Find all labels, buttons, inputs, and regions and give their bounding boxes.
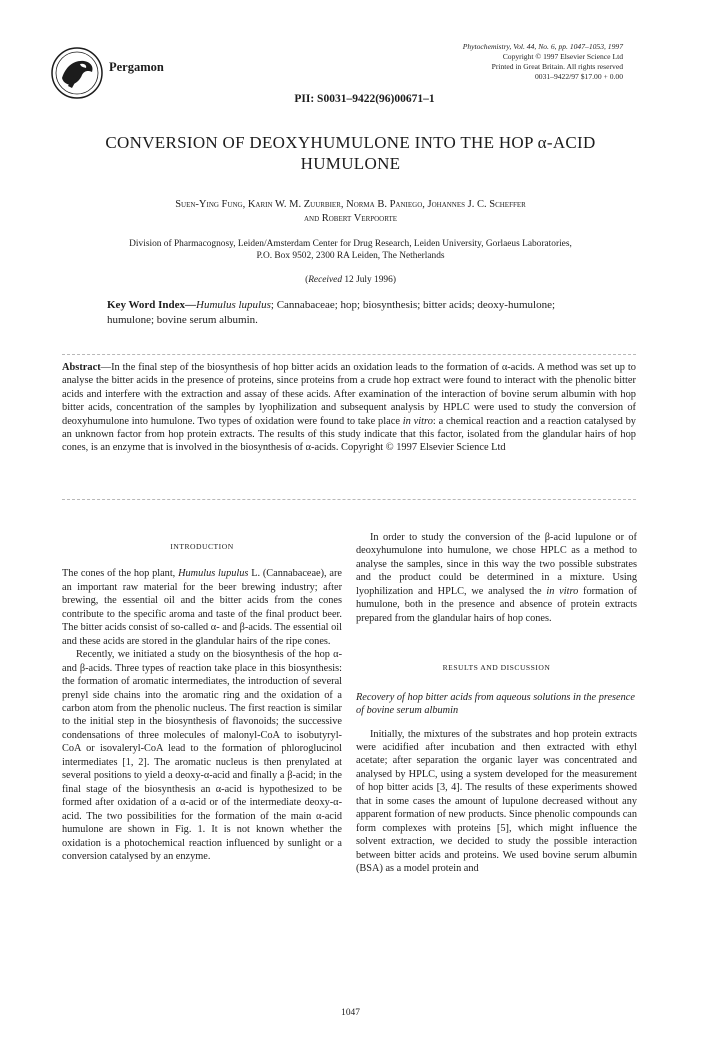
affiliation-line-1: Division of Pharmacognosy, Leiden/Amsterdam Center for Drug Research, Leiden University, Gorlaeus Laboratories, xyxy=(129,239,572,249)
title-line-1: CONVERSION OF DEOXYHUMULONE INTO THE HOP α-ACID xyxy=(105,133,596,152)
received-label: Received xyxy=(308,275,343,285)
left-column xyxy=(62,540,342,863)
intro-paragraph-2: Recently, we initiated a study on the biosynthesis of the hop α- and β-acids. Three types of reaction take place in this biosynthesis: the formation of aromatic intermediates, the introduction of several prenyl side chains into the aromatic ring and the oxidation of a carbon atom from the phenolic nucleus. The first reaction is similar to the initial step in the biosynthesis of flavonoids; the successive condensations of three molecules of malonyl-CoA to isobutyryl-CoA or isovaleryl-CoA lead to the formation of phloroglucinol intermediates [1, 2]. The aromatic nucleus is then prenylated at several positions to yield a deoxy-α-acid and finally a β-acid; in the final stage of the biosynthesis an α-acid is hypothesized to be formed after oxidation of a α-acid or of the intermediate deoxy-α-acid. The two possibilities for the formation of the main α-acid humulone are shown in Fig. 1. It is not known whether the oxidation is a photochemical reaction influenced by sunlight or a conversion catalysed by an enzyme. xyxy=(62,649,342,862)
received-date: (Received 12 July 1996) xyxy=(305,275,396,285)
intro-paragraph-1 xyxy=(62,567,342,648)
right-p1-end: formation of humulone, both in the presence and absence of protein extracts prepared from the glandular hairs of hop cones. xyxy=(356,585,637,624)
right-p1-in-vitro: in vitro xyxy=(546,585,579,597)
pii-line: PII: S0031–9422(96)00671–1 xyxy=(294,93,435,105)
abstract-label: Abstract xyxy=(62,362,101,373)
title-line-2: HUMULONE xyxy=(300,154,401,173)
article-title xyxy=(60,132,641,174)
right-p1-start: In order to study the conversion of the β-acid lupulone or of deoxyhumulone into humulone, we chose HPLC as a method to analyse the samples, since in this way the two possible substrates and the product could be determined in a mixture. Using lyophilization and HPLC, we analysed the xyxy=(356,532,637,597)
pergamon-logo-icon xyxy=(50,46,104,100)
affiliation xyxy=(40,238,661,262)
journal-citation: Phytochemistry, Vol. 44, No. 6, pp. 1047–1053, 1997 xyxy=(462,42,623,51)
keyword-list: ; Cannabaceae; hop; biosynthesis; bitter acids; deoxy-humulone; humulone; bovine serum albumin. xyxy=(107,299,556,326)
intro-p1-end: L. (Cannabaceae), are an important raw material for the beer brewing industry; after brewing, the essential oil and the bitter acids from the cones contribute to the specific aroma and taste of the final product beer. The bitter acids consist of so-called α- and β-acids. The essential oil and these acids are stored in the glandular hairs of the ripe cones. xyxy=(62,568,342,647)
intro-p1-start: The cones of the hop plant, xyxy=(62,568,179,580)
results-paragraph-1: Initially, the mixtures of the substrates and hop protein extracts were acidified after incubation and then extracted with ethyl acetate; after separation the organic layer was concentrated and analysed by HPLC, using a system developed for the measurement of hop bitter acids [3, 4]. The results of these experiments showed that in some cases the amount of lupulone decreased without any apparent formation of new products. Since phenolic compounds can form complexes with proteins [5], which might influence the solvent extraction, we decided to study the possible interaction between bitter acids and proteins. We used bovine serum albumin (BSA) as a model protein and xyxy=(356,728,637,875)
right-column xyxy=(356,531,637,876)
page-number: 1047 xyxy=(341,1008,360,1018)
abstract-in-vitro: in vitro xyxy=(402,415,433,427)
keyword-species: Humulus lupulus xyxy=(196,299,271,311)
abstract xyxy=(62,361,636,455)
printed-line: Printed in Great Britain. All rights reserved xyxy=(491,62,623,71)
introduction-heading: INTRODUCTION xyxy=(170,542,234,551)
right-paragraph-1 xyxy=(356,531,637,625)
abstract-text-2: : a chemical reaction and a reaction catalysed by an unknown factor from hop protein extracts. The results of this study indicate that this factor, isolated from the glandular hairs of hop cones, is an enzyme that is involved in the biosynthesis of α-acids. Copyright © 1997 Elsevier Science Ltd xyxy=(62,415,637,454)
keyword-index xyxy=(107,298,595,328)
received-value: 12 July 1996 xyxy=(344,275,393,285)
author-list xyxy=(60,198,641,225)
affiliation-line-2: P.O. Box 9502, 2300 RA Leiden, The Netherlands xyxy=(256,251,445,261)
copyright-line: Copyright © 1997 Elsevier Science Ltd xyxy=(502,52,623,61)
results-heading: RESULTS AND DISCUSSION xyxy=(442,663,551,673)
publisher-name: Pergamon xyxy=(109,60,164,74)
abstract-top-rule xyxy=(62,354,636,355)
abstract-bottom-rule xyxy=(62,499,636,500)
price-line: 0031–9422/97 $17.00 + 0.00 xyxy=(534,72,623,81)
results-subheading: Recovery of hop bitter acids from aqueous solutions in the presence of bovine serum albumin xyxy=(356,691,635,717)
keyword-label: Key Word Index— xyxy=(107,299,197,311)
authors-line-1: Suen-Ying Fung, Karin W. M. Zuurbier, Norma B. Paniego, Johannes J. C. Scheffer xyxy=(175,199,526,210)
abstract-text-1: —In the final step of the biosynthesis of hop bitter acids an oxidation leads to the formation of α-acids. A method was set up to analyse the bitter acids in the presence of proteins, since proteins from a crude hop extract were found to interact with the phenolic bitter acids and interfere with the extraction and assay of these acids. After examination of the interaction of bovine serum albumin with hop bitter acids, concentration of the samples by lyophilization and subsequent analysis by HPLC were used to study the conversion of deoxyhumulone into humulone. Two types of oxidation were found to take place xyxy=(62,362,636,427)
authors-line-2: and Robert Verpoorte xyxy=(303,212,398,224)
journal-meta xyxy=(463,42,623,82)
intro-p1-species: Humulus lupulus xyxy=(178,568,249,580)
